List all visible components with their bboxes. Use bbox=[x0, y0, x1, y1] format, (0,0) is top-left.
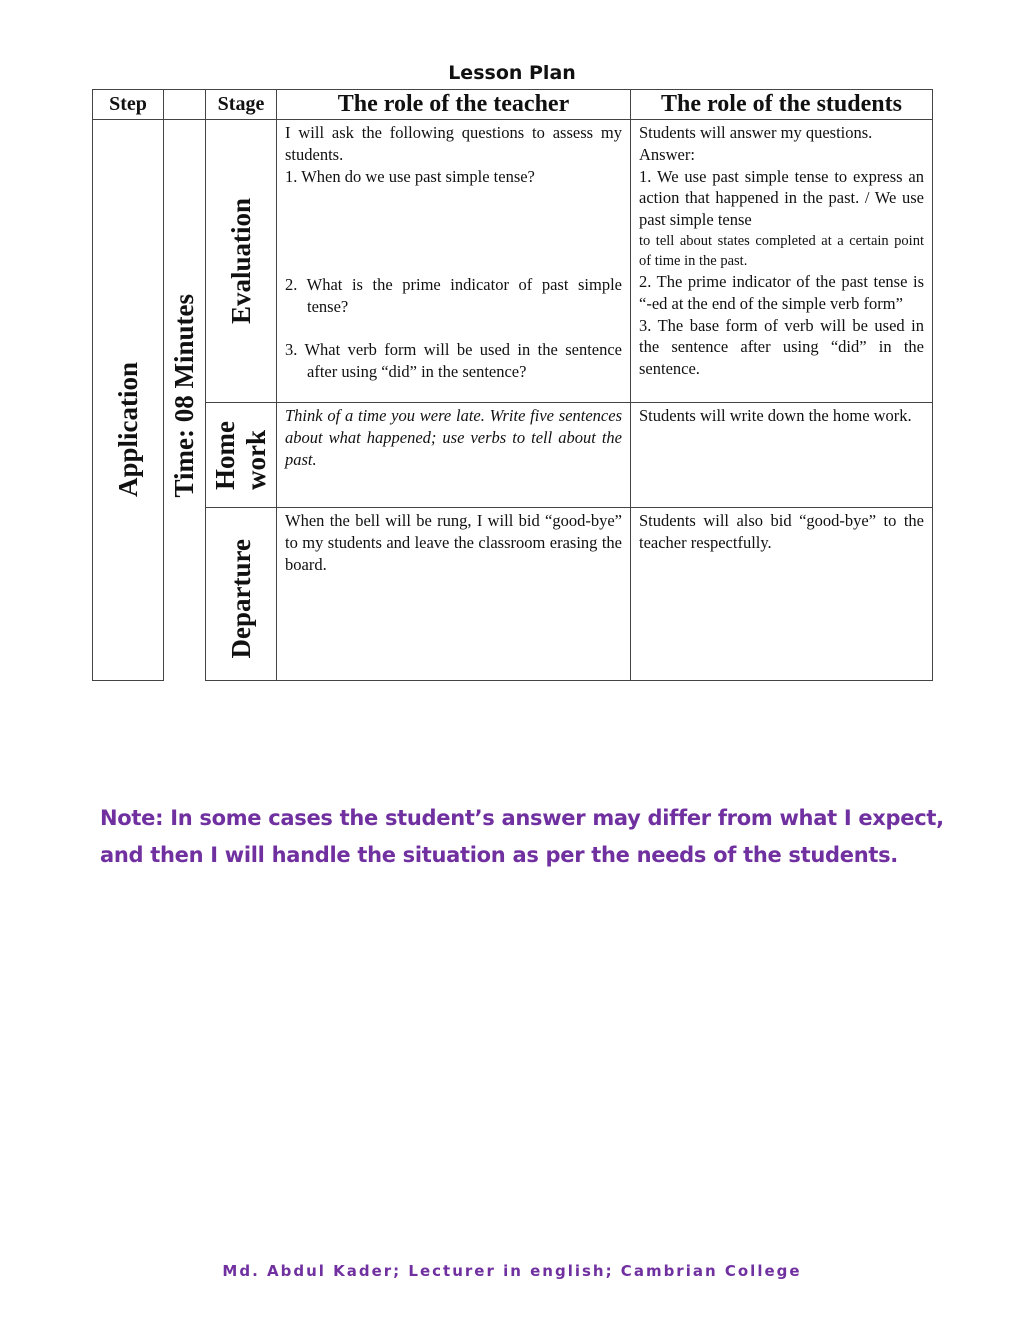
homework-students-cell bbox=[631, 403, 933, 508]
homework-teacher-text: Think of a time you were late. Write five sentences about what happened; use verbs to tell about the past. bbox=[285, 406, 622, 469]
time-label: Time: 08 Minutes bbox=[169, 293, 199, 497]
table-header-row bbox=[93, 90, 933, 120]
evaluation-teacher-q2: 2. What is the prime indicator of past simple tense? bbox=[285, 275, 622, 317]
departure-students-cell bbox=[631, 508, 933, 681]
time-header bbox=[164, 90, 206, 120]
homework-students-text: Students will write down the home work. bbox=[639, 406, 912, 425]
evaluation-students-a3: 3. The base form of verb will be used in the sentence after using “did” in the sentence. bbox=[639, 315, 924, 379]
time-cell bbox=[164, 120, 206, 681]
lesson-plan-table bbox=[92, 89, 933, 681]
stage-header: Stage bbox=[206, 90, 277, 120]
stage-homework-label-line2: work bbox=[241, 429, 271, 490]
page-title: Lesson Plan bbox=[448, 62, 576, 84]
teacher-role-header: The role of the teacher bbox=[277, 90, 631, 120]
stage-departure-cell bbox=[206, 508, 277, 681]
stage-evaluation-label: Evaluation bbox=[225, 197, 256, 325]
evaluation-students-cell bbox=[631, 120, 933, 403]
step-label: Application bbox=[112, 362, 143, 498]
departure-teacher-cell bbox=[277, 508, 631, 681]
evaluation-students-intro: Students will answer my questions. bbox=[639, 123, 873, 142]
stage-evaluation-cell bbox=[206, 120, 277, 403]
students-role-header: The role of the students bbox=[631, 90, 933, 120]
stage-homework-cell bbox=[206, 403, 277, 508]
table-row-evaluation bbox=[93, 120, 933, 403]
stage-departure-label: Departure bbox=[225, 539, 256, 659]
note-text: Note: In some cases the student’s answer may differ from what I expect, and then I will handle the situation as per the needs of the students. bbox=[100, 806, 944, 867]
departure-students-text: Students will also bid “good-bye” to the teacher respectfully. bbox=[639, 511, 924, 552]
homework-teacher-cell bbox=[277, 403, 631, 508]
evaluation-teacher-cell bbox=[277, 120, 631, 403]
evaluation-teacher-q3: 3. What verb form will be used in the sentence after using “did” in the sentence? bbox=[285, 339, 622, 381]
table-row-departure bbox=[93, 508, 933, 681]
footer-author: Md. Abdul Kader; Lecturer in english; Cambrian College bbox=[222, 1262, 802, 1280]
evaluation-teacher-intro: I will ask the following questions to assess my students. bbox=[285, 123, 622, 164]
evaluation-teacher-q1: 1. When do we use past simple tense? bbox=[285, 166, 535, 186]
evaluation-students-a2: 2. The prime indicator of the past tense is “-ed at the end of the simple verb form” bbox=[639, 271, 924, 313]
evaluation-students-a1-small: to tell about states completed at a certain point of time in the past. bbox=[639, 232, 924, 269]
step-cell bbox=[93, 120, 164, 681]
evaluation-students-answer-label: Answer: bbox=[639, 144, 695, 164]
step-header: Step bbox=[93, 90, 164, 120]
table-row-homework bbox=[93, 403, 933, 508]
stage-homework-label bbox=[210, 421, 272, 490]
departure-teacher-text: When the bell will be rung, I will bid “good-bye” to my students and leave the classroom erasing the board. bbox=[285, 511, 622, 574]
evaluation-students-a1: 1. We use past simple tense to express an action that happened in the past. / We use past simple tense bbox=[639, 166, 924, 230]
stage-homework-label-line1: Home bbox=[209, 420, 240, 490]
